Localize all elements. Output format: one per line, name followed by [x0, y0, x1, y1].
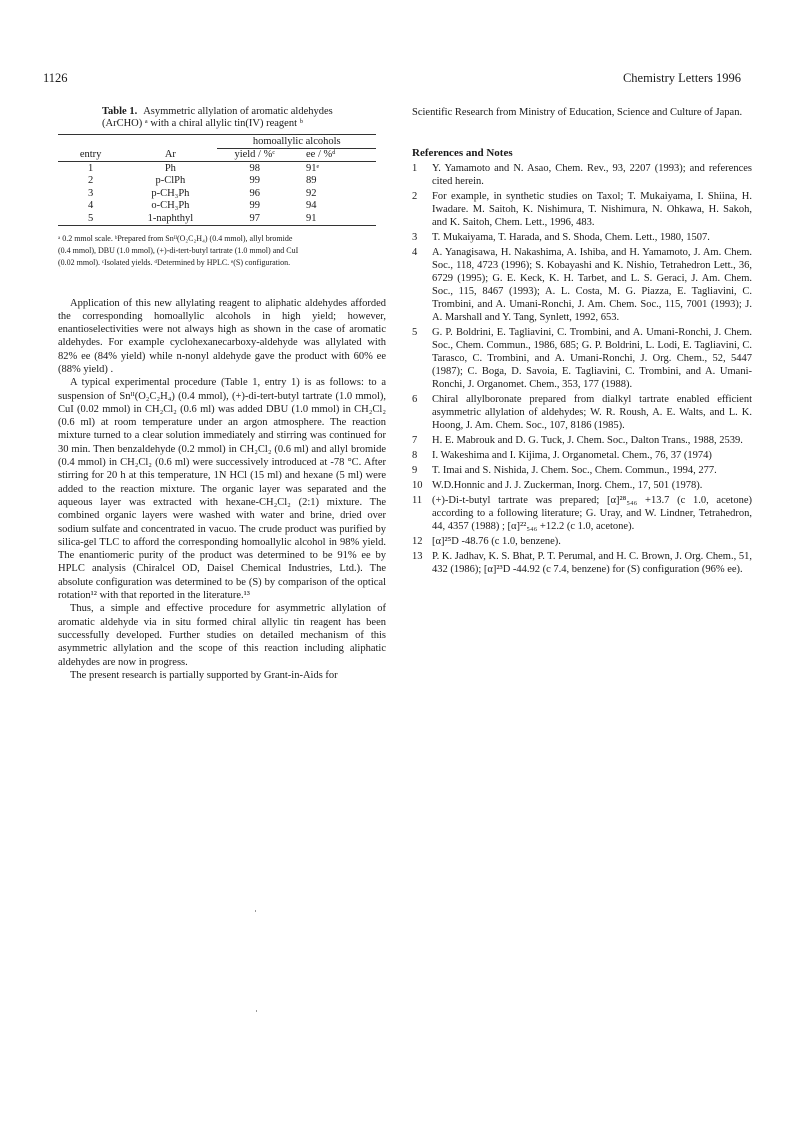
cell-yield: 96 — [249, 187, 260, 199]
table-row — [58, 200, 376, 213]
acknowledgement-continued: Scientific Research from Ministry of Education, Science and Culture of Japan. — [412, 107, 743, 118]
cell-yield: 97 — [217, 212, 292, 225]
table-caption — [102, 106, 386, 130]
cell-ar: p-CH₃Ph — [151, 187, 190, 199]
cell-entry: 4 — [88, 200, 94, 212]
table-footnote — [58, 233, 386, 269]
cell-yield: 98 — [249, 162, 260, 174]
cell-entry: 1 — [88, 162, 94, 174]
reference-text: (+)-Di-t-butyl tartrate was prepared; [α]²⁸₅₄₆ +13.7 (c 1.0, acetone) according to a following literature; G. Uray, and W. Lindner, Tetrahedron, 44, 4357 (1988) ; [α]²²₅₄₆ +12.2 (c 1.0, acetone). — [432, 495, 752, 532]
reference-item — [412, 550, 752, 576]
reference-number: 5 — [412, 327, 418, 338]
cell-ar: p-ClPh — [155, 175, 186, 187]
reference-item — [412, 479, 752, 492]
reference-item — [412, 162, 752, 188]
table-row — [58, 187, 376, 200]
paragraph: The present research is partially supported by Grant-in-Aids for — [70, 669, 338, 681]
cell-ar: 1-naphthyl — [123, 212, 217, 225]
paragraph: Thus, a simple and effective procedure for asymmetric allylation of aromatic aldehyde via in situ formed chiral allylic tin reagent has been successfully developed. Further studies on detailed mechanism of this asymmetric allylation and the scope of this reaction including aliphatic aldehydes are now in progress. — [58, 603, 386, 668]
table-col-ee: ee / %ᵈ — [292, 148, 376, 162]
reference-item — [412, 190, 752, 229]
table-label: Table 1. — [102, 106, 138, 117]
reference-item — [412, 449, 752, 462]
cell-entry: 2 — [88, 175, 94, 187]
cell-ee: 89 — [306, 175, 317, 187]
table-col-ar: Ar — [123, 148, 217, 162]
reference-text: A. Yanagisawa, H. Nakashima, A. Ishiba, and H. Yamamoto, J. Am. Chem. Soc., 118, 4723 (1996); S. Kobayashi and K. Nishio, Tetrahedron Lett., 36, 6729 (1995); G. E. Keck, K. H. Tarbet, and L. S. Geraci, J. Am. Chem. Soc., 115, 8467 (1993); A. L. Costa, M. G. Piazza, E. Tagliavini, C. Trombini, and A. Umani-Ronchi, J. Am. Chem. Soc., 115, 7001 (1993); J. A. Marshall and Y. Tang, Synlett, 1992, 653. — [432, 247, 752, 323]
page-number: 1126 — [43, 71, 68, 85]
reference-text: P. K. Jadhav, K. S. Bhat, P. T. Perumal, and H. C. Brown, J. Org. Chem., 51, 432 (1986); [α]²³D -44.92 (c 7.4, benzene) for (S) configuration (96% ee). — [432, 551, 752, 575]
reference-number: 12 — [412, 536, 423, 547]
reference-number: 6 — [412, 394, 418, 405]
reference-number: 1 — [412, 163, 418, 174]
cell-entry: 5 — [58, 212, 123, 225]
reference-item — [412, 434, 752, 447]
reference-list — [412, 162, 752, 576]
cell-ar: o-CH₃Ph — [151, 200, 190, 212]
reference-text: I. Wakeshima and I. Kijima, J. Organometal. Chem., 76, 37 (1974) — [432, 450, 712, 461]
journal-running-head: Chemistry Letters 1996 — [622, 71, 741, 85]
reference-text: Y. Yamamoto and N. Asao, Chem. Rev., 93, 2207 (1993); and references cited herein. — [432, 163, 752, 187]
scan-speck — [255, 910, 256, 912]
table-col-yield: yield / %ᶜ — [217, 148, 292, 162]
reference-number: 2 — [412, 191, 418, 202]
reference-item — [412, 464, 752, 477]
footnote-line: ᵃ 0.2 mmol scale. ᵇPrepared from Snᴵᴵ(O₂C₂H₄) (0.4 mmol), allyl bromide — [58, 233, 293, 243]
table-caption-line1: Asymmetric allylation of aromatic aldehydes — [143, 106, 333, 117]
table-row — [58, 212, 376, 225]
reference-text: [α]²⁵D -48.76 (c 1.0, benzene). — [432, 536, 561, 547]
reference-item — [412, 246, 752, 324]
reference-text: H. E. Mabrouk and D. G. Tuck, J. Chem. Soc., Dalton Trans., 1988, 2539. — [432, 435, 743, 446]
right-column — [412, 106, 752, 578]
scan-speck — [256, 1010, 257, 1012]
table-row — [58, 175, 376, 188]
left-column — [58, 106, 386, 682]
reference-number: 3 — [412, 232, 418, 243]
reference-number: 11 — [412, 495, 423, 506]
cell-ee: 94 — [306, 200, 317, 212]
references-heading: References and Notes — [412, 147, 513, 159]
main-text — [58, 297, 386, 683]
cell-ee: 91 — [292, 212, 376, 225]
reference-number: 4 — [412, 247, 418, 258]
table-caption-line2: (ArCHO) ᵃ with a chiral allylic tin(IV) reagent ᵇ — [102, 118, 303, 129]
reference-item — [412, 494, 752, 533]
cell-entry: 3 — [88, 187, 94, 199]
reference-item — [412, 231, 752, 244]
scan-specks — [252, 910, 260, 1020]
reference-text: Chiral allylboronate prepared from dialkyl tartrate enabled efficient asymmetric allylation of aldehydes; W. R. Roush, A. E. Walts, and L. K. Hoong, J. Am. Chem. Soc., 107, 8186 (1985). — [432, 394, 752, 431]
reference-item — [412, 393, 752, 432]
footnote-line: (0.02 mmol). ᶜIsolated yields. ᵈDetermined by HPLC. ᵉ(S) configuration. — [58, 257, 291, 267]
cell-ee: 91ᵉ — [306, 162, 320, 174]
paragraph: Application of this new allylating reagent to aliphatic aldehydes afforded the corresponding homoallylic alcohols in high yield; however, enantioselectivities were not always high as shown in the case of aromatic aldehydes. For example cyclohexanecarboxy-aldehyde was allylated with 82% ee (84% yield) while n-nonyl aldehyde gave the product with 60% ee (88% yield) . — [58, 297, 386, 375]
paragraph: A typical experimental procedure (Table 1, entry 1) is as follows: to a suspension of Snᴵᴵ(O₂C₂H₄) (0.4 mmol), (+)-di-tert-butyl tartrate (1.0 mmol), CuI (0.02 mmol) in CH₂Cl₂ (0.6 ml) was added DBU (1.0 mmol) in CH₂Cl₂ (0.6 ml) at room temperature under an argon atmosphere. The reaction mixture turned to a clear solution immediately and stirring was continued for 30 min. Then benzaldehyde (0.2 mmol) in CH₂Cl₂ (0.6 ml) and allyl bromide (0.4 mmol) in CH₂Cl₂ (0.6 ml) were successively introduced at -78 °C. After stirring for 20 h at this temperature, 1N HCl (15 ml) and hexane (5 ml) were added to the reaction mixture. The organic layer was separated and the aqueous layer was extracted with hexane-CH₂Cl₂ (2:1) mixture. The combined organic layers were washed with water and brine, dried over sodium sulfate and concentrated in vacuo. The crude product was purified by silica-gel TLC to afford the corresponding homoallylic alcohol in 98% yield. The enantiomeric purity of the product was determined to be 91% ee by HPLC analysis (Chiralcel OD, Daisel Chemical Industries, Ltd.). The absolute configuration was determined to be (S) by comparison of the optical rotation¹² with that reported in the literature.¹³ — [58, 377, 386, 602]
reference-text: T. Imai and S. Nishida, J. Chem. Soc., Chem. Commun., 1994, 277. — [432, 465, 717, 476]
cell-ee: 92 — [306, 187, 317, 199]
table-row — [58, 162, 376, 175]
table-group-header: homoallylic alcohols — [217, 135, 376, 149]
reference-text: G. P. Boldrini, E. Tagliavini, C. Trombini, and A. Umani-Ronchi, J. Chem. Soc., Chem. Commun., 1986, 685; G. P. Boldrini, L. Lodi, E. Tagliavini, C. Tarasco, C. Trombini, and A. Umani-Ronchi, J. Org. Chem., 52, 5447 (1987); C. Boga, D. Savoia, E. Tagliavini, C. Trombini, and A. Umani-Ronchi, J. Organomet. Chem., 353, 177 (1988). — [432, 327, 752, 390]
results-table — [58, 134, 376, 226]
cell-yield: 99 — [249, 175, 260, 187]
reference-item — [412, 535, 752, 548]
cell-yield: 99 — [249, 200, 260, 212]
reference-text: W.D.Honnic and J. J. Zuckerman, Inorg. Chem., 17, 501 (1978). — [432, 480, 703, 491]
table-col-entry: entry — [58, 148, 123, 162]
reference-number: 9 — [412, 465, 418, 476]
cell-ar: Ph — [164, 162, 176, 174]
reference-number: 7 — [412, 435, 418, 446]
footnote-line: (0.4 mmol), DBU (1.0 mmol), (+)-di-tert-butyl tartrate (1.0 mmol) and CuI — [58, 245, 299, 255]
reference-item — [412, 326, 752, 391]
reference-number: 13 — [412, 551, 423, 562]
reference-text: For example, in synthetic studies on Taxol; T. Mukaiyama, I. Shiina, H. Iwadare. M. Saitoh, K. Nishimura, T. Nishimura, N. Ohkawa, H. Sakoh, and K. Saitoh, Chem. Lett., 1996, 483. — [432, 191, 752, 228]
reference-text: T. Mukaiyama, T. Harada, and S. Shoda, Chem. Lett., 1980, 1507. — [432, 232, 710, 243]
reference-number: 8 — [412, 450, 418, 461]
reference-number: 10 — [412, 480, 423, 491]
